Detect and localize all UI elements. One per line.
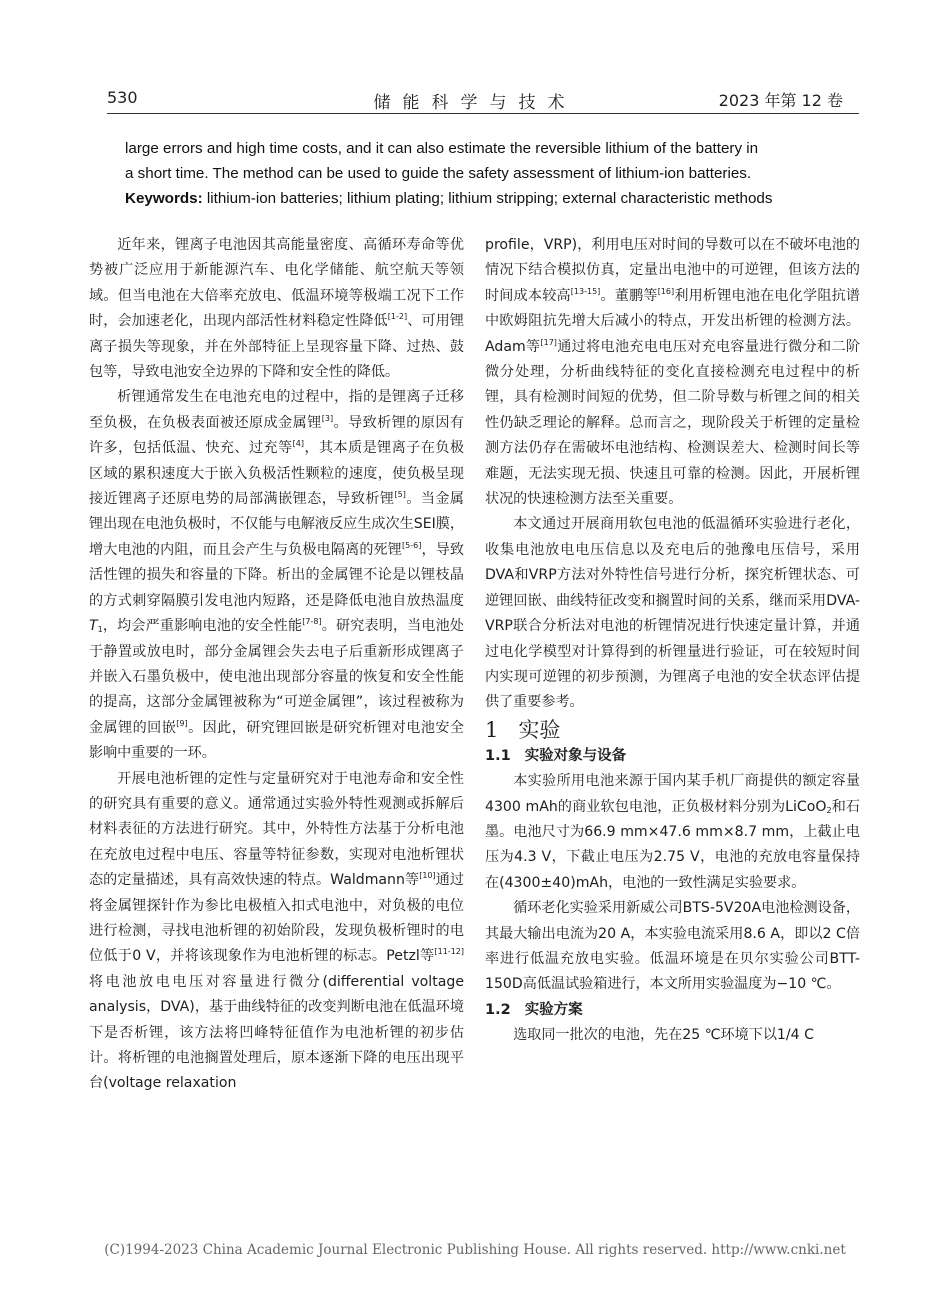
citation: [9] bbox=[176, 718, 188, 728]
keywords-label: Keywords: bbox=[125, 190, 203, 207]
copyright-footer: (C)1994-2023 China Academic Journal Electronic Publishing House. All rights reserved. http://www.cnki.net bbox=[104, 1242, 846, 1258]
citation: [5] bbox=[394, 490, 406, 500]
citation: [3] bbox=[321, 413, 334, 423]
page-number: 530 bbox=[107, 88, 138, 107]
right-column bbox=[485, 233, 860, 1049]
keywords-text: lithium-ion batteries; lithium plating; lithium stripping; external characteristic methods bbox=[202, 190, 773, 207]
paragraph: 本实验所用电池来源于国内某手机厂商提供的额定容量4300 mAh的商业软包电池，正负极材料分别为LiCoO$_2$和石墨。电池尺寸为66.9 mm×47.6 mm×8.7 mm，上截止电压为4.3 V，下截止电压为2.75 V，电池的充放电容量保持在(4300±40)mAh，电池的一致性满足实验要求。 bbox=[485, 773, 860, 891]
volume-label: 2023 年第 12 卷 bbox=[718, 91, 843, 110]
citation: [16] bbox=[657, 286, 675, 296]
citation: [4] bbox=[292, 439, 304, 449]
keywords-line bbox=[125, 186, 845, 211]
paragraph: 本文通过开展商用软包电池的低温循环实验进行老化，收集电池放电电压信息以及充电后的弛豫电压信号，采用DVA和VRP方法对外特性信号进行分析，探究析锂状态、可逆锂回嵌、曲线特征改变和搁置时间的关系，继而采用DVA-VRP联合分析法对电池的析锂情况进行快速定量计算，并通过电化学模型对计算得到的析锂量进行验证，可在较短时间内实现可逆锂的初步预测，为锂离子电池的安全状态评估提供了重要参考。 bbox=[485, 516, 860, 711]
paragraph: 析锂通常发生在电池充电的过程中，指的是锂离子迁移至负极，在负极表面被还原成金属锂[3]。导致析锂的原因有许多，包括低温、快充、过充等[4]，其本质是锂离子在负极区域的累积速度大于嵌入负极活性颗粒的速度，使负极呈现接近锂离子还原电势的局部满嵌锂态，导致析锂[5]。当金属锂出现在电池负极时，不仅能与电解液反应生成次生SEI膜，增大电池的内阻，而且会产生与负极电隔离的死锂[5-6]，导致活性锂的损失和容量的下降。析出的金属锂不论是以锂枝晶的方式刺穿隔膜引发电池内短路，还是降低电池自放热温度 $T_1$，均会严重影响电池的安全性能[7-8]。研究表明，当电池处于静置或放电时，部分金属锂会失去电子后重新形成锂离子并嵌入石墨负极中，使电池出现部分容量的恢复和安全性能的提高，这部分金属锂被称为“可逆金属锂”，该过程被称为金属锂的回嵌[9]。因此，研究锂回嵌是研究析锂对电池安全影响中重要的一环。 bbox=[89, 389, 465, 762]
abstract-line: a short time. The method can be used to guide the safety assessment of lithium-ion batteries. bbox=[125, 165, 752, 182]
citation: [5-6] bbox=[402, 540, 422, 550]
abstract-line: large errors and high time costs, and it can also estimate the reversible lithium of the battery in bbox=[125, 140, 759, 157]
left-column bbox=[89, 233, 464, 1097]
abstract-block bbox=[125, 136, 845, 211]
citation: [13-15] bbox=[570, 286, 601, 296]
paragraph: 近年来，锂离子电池因其高能量密度、高循环寿命等优势被广泛应用于新能源汽车、电化学储能、航空航天等领域。但当电池在大倍率充放电、低温环境等极端工况下工作时，会加速老化，出现内部活性材料稳定性降低[1-2]、可用锂离子损失等现象，并在外部特征上呈现容量下降、过热、鼓包等，导致电池安全边界的下降和安全性的降低。 bbox=[89, 237, 465, 381]
subsection-heading: 1.2 实验方案 bbox=[485, 1001, 583, 1018]
paragraph: 循环老化实验采用新威公司BTS-5V20A电池检测设备，其最大输出电流为20 A，本实验电流采用8.6 A，即以2 C倍率进行低温充放电实验。低温环境是在贝尔实验公司BTT-150D高低温试验箱进行，本文所用实验温度为−10 ℃。 bbox=[485, 900, 860, 993]
page-header bbox=[107, 84, 843, 114]
paragraph: 开展电池析锂的定性与定量研究对于电池寿命和安全性的研究具有重要的意义。通常通过实验外特性观测或拆解后材料表征的方法进行研究。其中，外特性方法基于分析电池在充放电过程中电压、容量等特征参数，实现对电池析锂状态的定量描述，具有高效快速的特点。Waldmann等[10]通过将金属锂探针作为参比电极植入扣式电池中，对负极的电位进行检测，寻找电池析锂的初始阶段，发现负极析锂时的电位低于0 V，并将该现象作为电池析锂的标志。Petzl等[11-12]将电池放电电压对容量进行微分(differential voltage analysis，DVA)，基于曲线特征的改变判断电池在低温环境下是否析锂，该方法将凹峰特征值作为电池析锂的初步估计。将析锂的电池搁置处理后，原本逐渐下降的电压出现平台(voltage relaxation bbox=[89, 770, 464, 1092]
citation: [11-12] bbox=[434, 947, 464, 957]
citation: [10] bbox=[419, 871, 436, 881]
variable-t1: T bbox=[89, 618, 98, 635]
citation: [7-8] bbox=[302, 617, 322, 627]
section-heading: 1 实验 bbox=[485, 717, 561, 742]
citation: [1-2] bbox=[387, 312, 408, 322]
paragraph: 选取同一批次的电池，先在25 ℃环境下以1/4 C bbox=[513, 1027, 814, 1044]
journal-title: 储能科学与技术 bbox=[373, 93, 577, 113]
paragraph: profile，VRP)，利用电压对时间的导数可以在不破坏电池的情况下结合模拟仿真，定量出电池中的可逆锂，但该方法的时间成本较高[13-15]。董鹏等[16]利用析锂电池在电化学阻抗谱中欧姆阻抗先增大后减小的特点，开发出析锂的检测方法。Adam等[17]通过将电池充电电压对充电容量进行微分和二阶微分处理，分析曲线特征的变化直接检测充电过程中的析锂，具有检测时间短的优势，但二阶导数与析锂之间的相关性仍缺乏理论的解释。总而言之，现阶段关于析锂的定量检测方法仍存在需破坏电池结构、检测误差大、检测时间长等难题，无法实现无损、快速且可靠的检测。因此，开展析锂状况的快速检测方法至关重要。 bbox=[485, 237, 861, 508]
subsection-heading: 1.1 实验对象与设备 bbox=[485, 747, 627, 764]
header-divider bbox=[107, 113, 859, 114]
citation: [17] bbox=[540, 337, 557, 347]
